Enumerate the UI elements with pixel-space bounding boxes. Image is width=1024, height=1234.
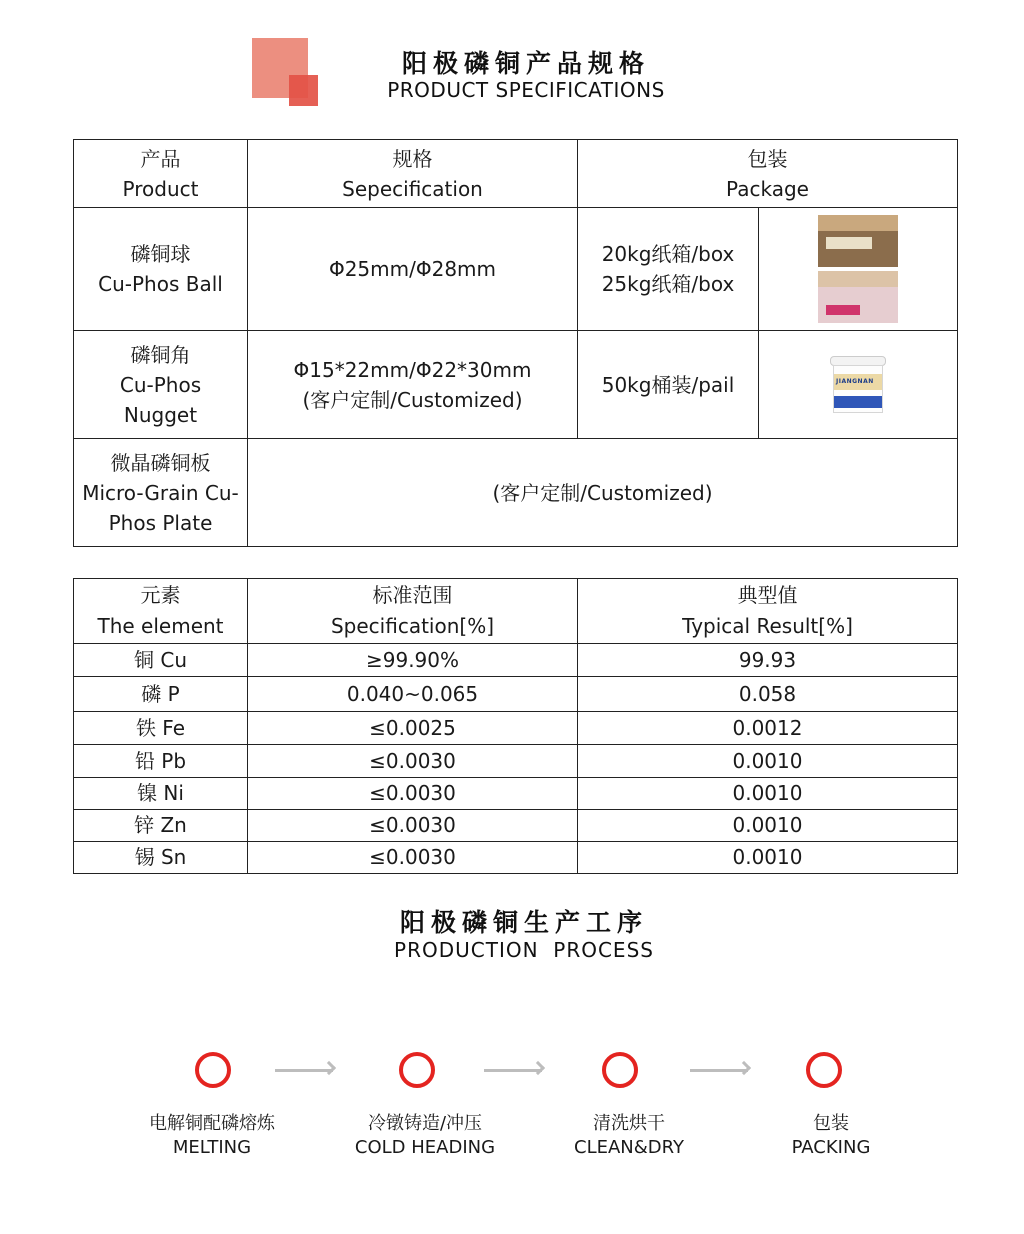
- package-image-cell: [759, 331, 958, 439]
- table-row: [74, 208, 958, 331]
- process-step-clean-dry: [529, 1112, 729, 1160]
- header-package: [578, 140, 958, 208]
- spec-range-cell: ≤0.0030: [248, 778, 578, 810]
- step-label-en: MELTING: [172, 1137, 252, 1158]
- process-step-packing: [731, 1112, 931, 1160]
- carton-box-image: [818, 271, 898, 323]
- spec-cell: [248, 331, 578, 439]
- header-package-cn: 包装: [747, 146, 788, 171]
- spec-line: (客户定制/Customized): [302, 387, 523, 412]
- spec-header-row: [74, 140, 958, 208]
- header-element-en: The element: [97, 614, 224, 638]
- typical-cell: 0.0010: [578, 810, 958, 842]
- element-cell: 锌 Zn: [74, 810, 248, 842]
- product-name-en: Nugget: [123, 402, 198, 427]
- spec-range-cell: ≤0.0030: [248, 745, 578, 778]
- product-name-en: Micro-Grain Cu-: [82, 480, 239, 505]
- table-row: [74, 778, 958, 810]
- typical-cell: 0.0010: [578, 778, 958, 810]
- element-cell: 铜 Cu: [74, 644, 248, 677]
- product-name-en: Phos Plate: [108, 510, 213, 535]
- header-spec: [248, 140, 578, 208]
- header-specification-en: Specification[%]: [330, 614, 495, 638]
- element-cell: 镍 Ni: [74, 778, 248, 810]
- product-cell: [74, 439, 248, 547]
- table-row: [74, 331, 958, 439]
- package-line: 20kg纸箱/box: [601, 242, 735, 266]
- header-spec-en: Sepecification: [342, 176, 483, 201]
- spec-range-cell: ≤0.0030: [248, 810, 578, 842]
- spec-title-cn: 阳极磷铜产品规格: [401, 49, 650, 78]
- element-cell: 磷 P: [74, 677, 248, 712]
- product-cell: [74, 208, 248, 331]
- spec-line: Φ15*22mm/Φ22*30mm: [293, 357, 532, 382]
- package-line: 25kg纸箱/box: [601, 272, 735, 296]
- header-product-cn: 产品: [140, 146, 181, 171]
- table-row: [74, 439, 958, 547]
- header-element-cn: 元素: [140, 583, 181, 607]
- typical-cell: 0.0012: [578, 712, 958, 745]
- element-cell: 铅 Pb: [74, 745, 248, 778]
- spec-range-cell: ≤0.0030: [248, 842, 578, 874]
- typical-cell: 0.058: [578, 677, 958, 712]
- element-table: [73, 578, 958, 874]
- product-name-en: Cu-Phos Ball: [98, 272, 223, 296]
- header-element: [74, 579, 248, 644]
- step-label-cn: 电解铜配磷熔炼: [149, 1113, 275, 1134]
- process-step-cold-heading: [325, 1112, 525, 1160]
- pail-brand: JIANGNAN: [836, 377, 874, 385]
- spec-title-en: PRODUCT SPECIFICATIONS: [387, 78, 665, 102]
- step-ring-icon: [806, 1052, 842, 1088]
- process-title-en: PRODUCTION PROCESS: [394, 938, 654, 962]
- arrow-right-icon: [275, 1069, 333, 1072]
- header-specification: [248, 579, 578, 644]
- element-cell: 铁 Fe: [74, 712, 248, 745]
- pail-image: [830, 356, 886, 414]
- table-row: [74, 842, 958, 874]
- header-typical: [578, 579, 958, 644]
- spec-range-cell: 0.040~0.065: [248, 677, 578, 712]
- product-name-cn: 磷铜角: [130, 342, 191, 367]
- header-spec-cn: 规格: [392, 146, 433, 171]
- package-cell: 50kg桶装/pail: [578, 331, 759, 439]
- product-spec-table: [73, 139, 958, 547]
- table-row: [74, 644, 958, 677]
- table-row: [74, 677, 958, 712]
- typical-cell: 99.93: [578, 644, 958, 677]
- step-ring-icon: [602, 1052, 638, 1088]
- header-typical-cn: 典型值: [737, 583, 798, 607]
- element-cell: 锡 Sn: [74, 842, 248, 874]
- arrow-right-icon: [690, 1069, 748, 1072]
- header-package-en: Package: [726, 176, 809, 201]
- step-label-cn: 清洗烘干: [593, 1113, 665, 1134]
- table-row: [74, 810, 958, 842]
- product-cell: [74, 331, 248, 439]
- product-name-en: Cu-Phos: [119, 372, 202, 397]
- step-ring-icon: [195, 1052, 231, 1088]
- process-step-melting: [112, 1112, 312, 1160]
- typical-cell: 0.0010: [578, 842, 958, 874]
- product-name-cn: 微晶磷铜板: [110, 450, 211, 475]
- step-label-cn: 冷镦铸造/冲压: [367, 1113, 483, 1134]
- spec-range-cell: ≤0.0025: [248, 712, 578, 745]
- header-product: [74, 140, 248, 208]
- step-label-en: COLD HEADING: [354, 1137, 496, 1158]
- spec-cell: Φ25mm/Φ28mm: [248, 208, 578, 331]
- product-name-cn: 磷铜球: [130, 242, 191, 266]
- step-label-en: CLEAN&DRY: [574, 1137, 684, 1158]
- header-product-en: Product: [122, 176, 199, 201]
- package-image-cell: [759, 208, 958, 331]
- package-cell: [578, 208, 759, 331]
- carton-box-image: [818, 215, 898, 267]
- table-row: [74, 712, 958, 745]
- table-row: [74, 745, 958, 778]
- element-header-row: [74, 579, 958, 644]
- step-label-cn: 包装: [813, 1113, 849, 1134]
- typical-cell: 0.0010: [578, 745, 958, 778]
- spec-cell: (客户定制/Customized): [248, 439, 958, 547]
- process-title-cn: 阳极磷铜生产工序: [399, 908, 648, 937]
- arrow-right-icon: [484, 1069, 542, 1072]
- header-typical-en: Typical Result[%]: [682, 614, 853, 638]
- step-label-en: PACKING: [791, 1137, 871, 1158]
- step-ring-icon: [399, 1052, 435, 1088]
- spec-range-cell: ≥99.90%: [248, 644, 578, 677]
- header-specification-cn: 标准范围: [372, 583, 453, 607]
